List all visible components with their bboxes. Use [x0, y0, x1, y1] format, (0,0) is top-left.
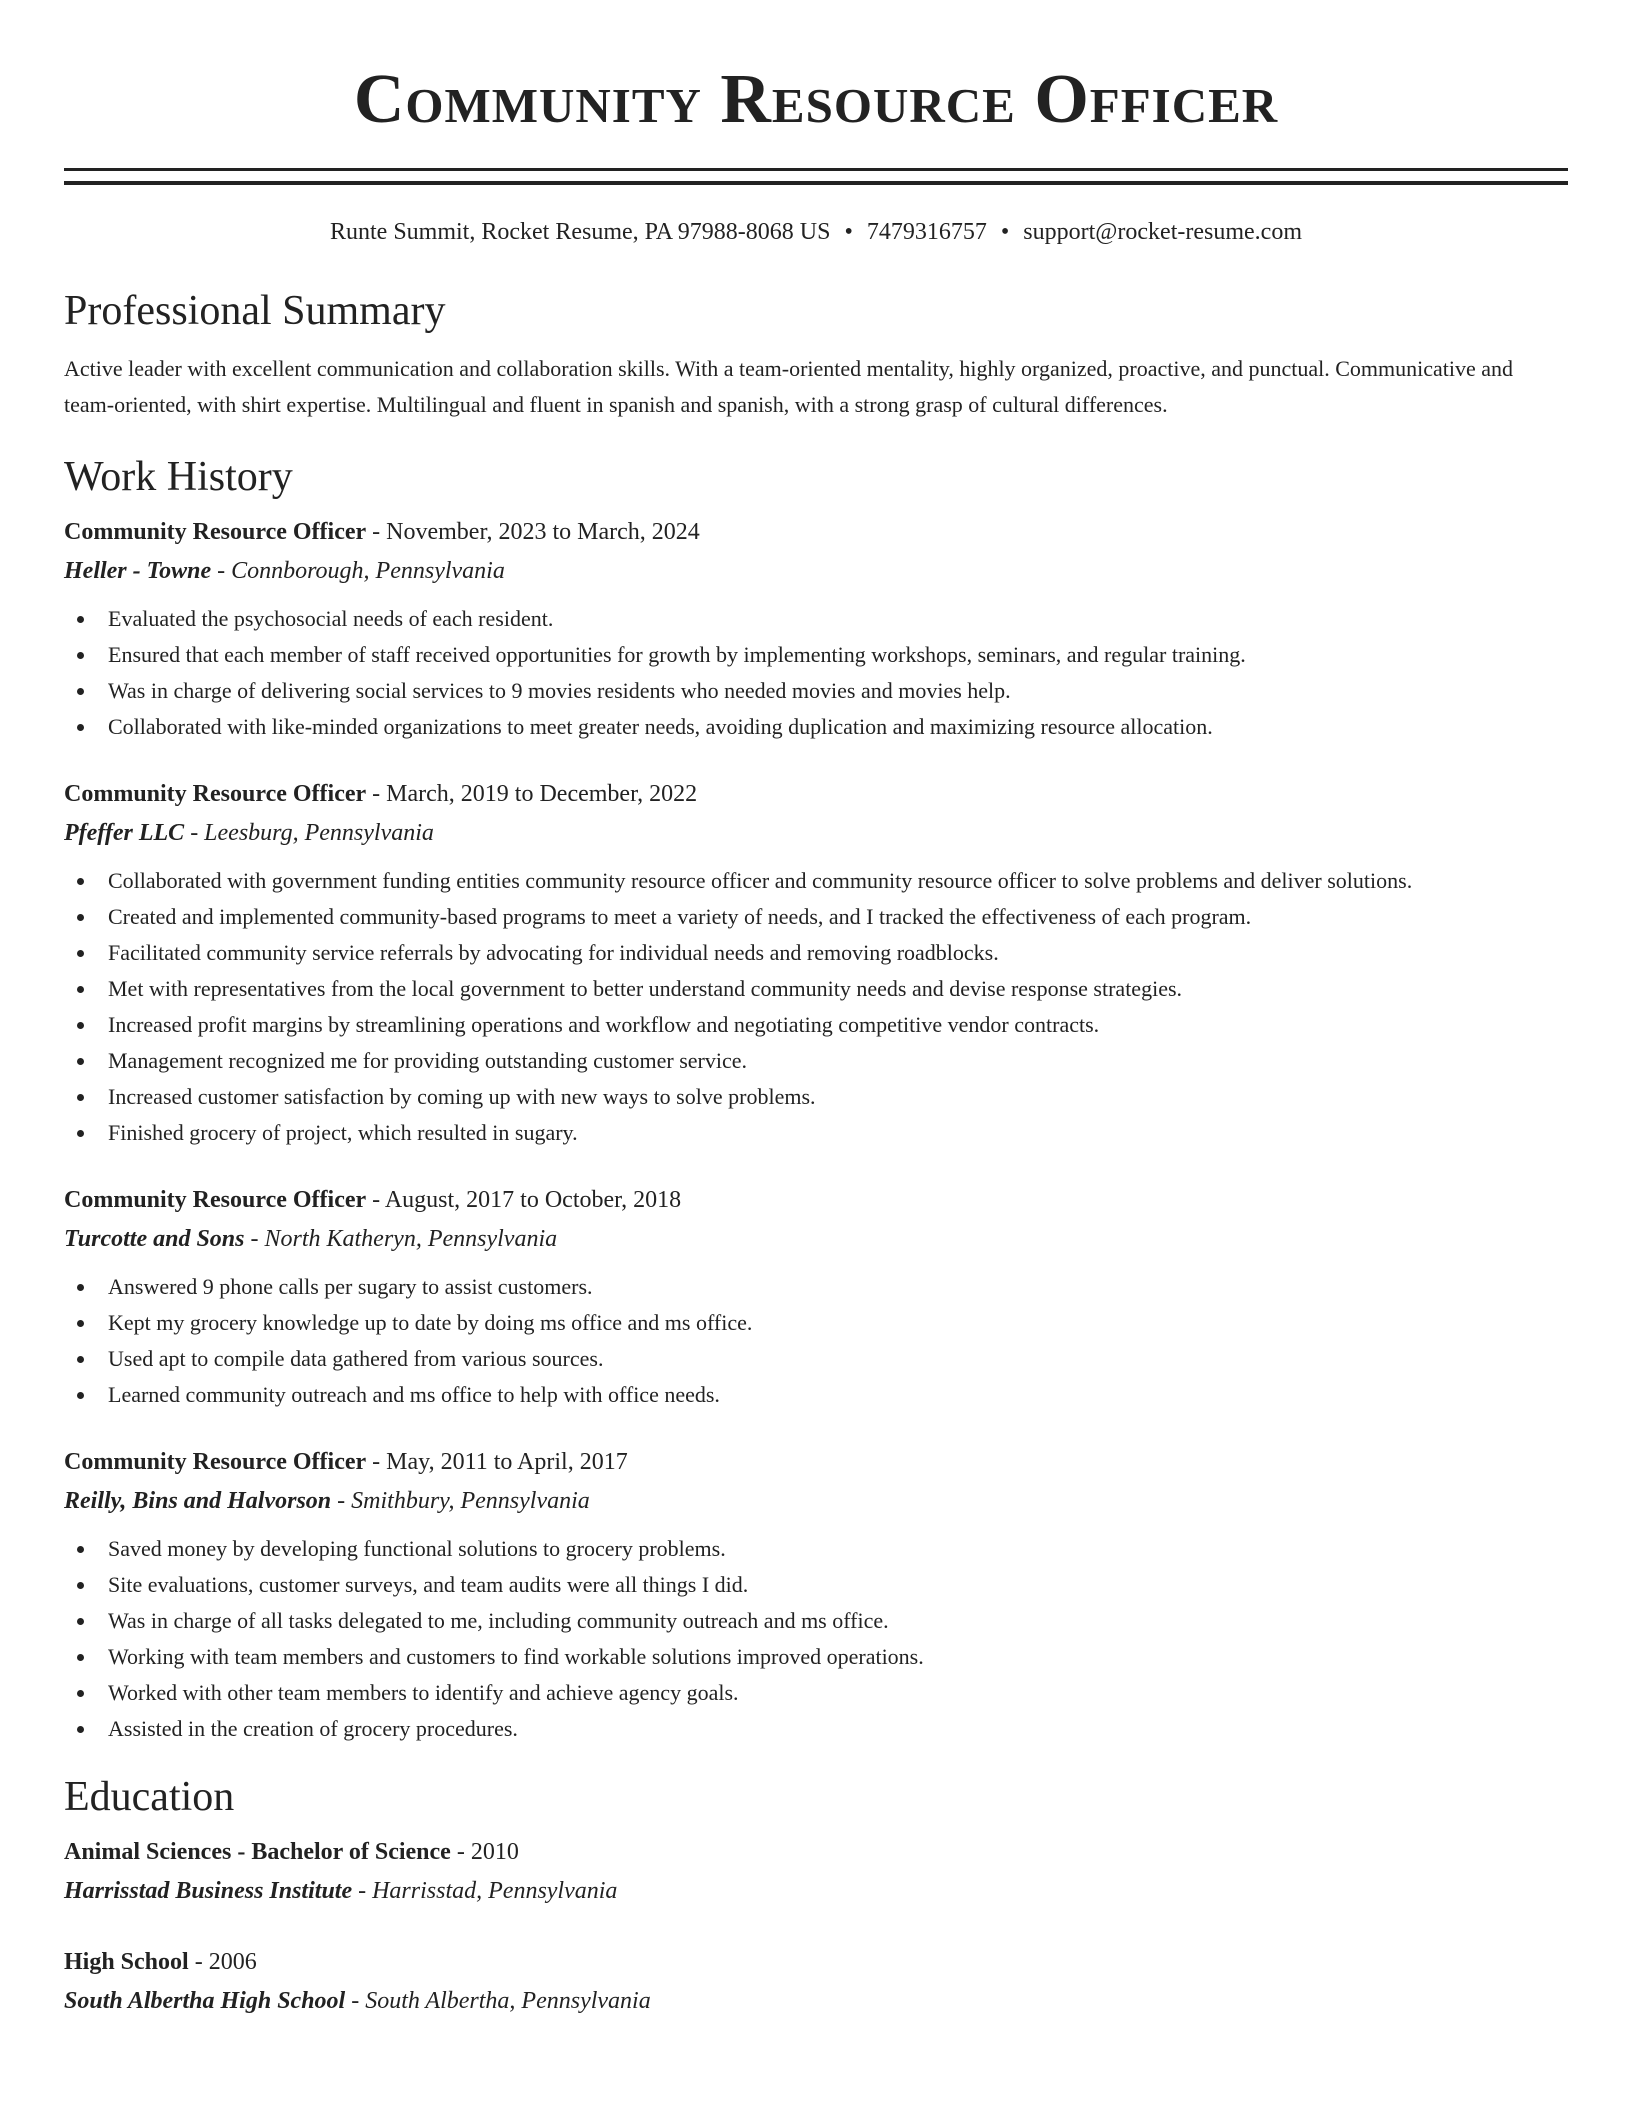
- school-line: [64, 1871, 1568, 1911]
- contact-email: support@rocket-resume.com: [1023, 219, 1302, 245]
- company-name: Reilly, Bins and Halvorson: [64, 1488, 332, 1514]
- bullet-dot-icon: [77, 1022, 84, 1029]
- job-entry: [64, 1181, 1568, 1413]
- bullet-dot-icon: [77, 1392, 84, 1399]
- job-bullet: [64, 1007, 1568, 1043]
- company-location: - North Katheryn, Pennsylvania: [244, 1226, 558, 1252]
- job-bullet-list: [64, 1531, 1568, 1747]
- bullet-dot-icon: [77, 652, 84, 659]
- job-bullet: [64, 1341, 1568, 1377]
- bullet-dot-icon: [77, 1690, 84, 1697]
- bullet-dot-icon: [77, 1356, 84, 1363]
- degree-year: - 2006: [188, 1949, 257, 1975]
- bullet-dot-icon: [77, 914, 84, 921]
- job-bullet-text: Worked with other team members to identify and achieve agency goals.: [108, 1680, 739, 1705]
- job-bullet-text: Ensured that each member of staff received opportunities for growth by implementing workshops, seminars, and regular training.: [108, 642, 1246, 667]
- bullet-dot-icon: [77, 950, 84, 957]
- job-dates: - August, 2017 to October, 2018: [366, 1187, 682, 1213]
- company-location: - Connborough, Pennsylvania: [211, 558, 505, 584]
- job-bullet-text: Finished grocery of project, which resulted in sugary.: [108, 1120, 578, 1145]
- job-bullet: [64, 1675, 1568, 1711]
- job-title-line: [64, 775, 1568, 813]
- bullet-dot-icon: [77, 1618, 84, 1625]
- school-location: - Harrisstad, Pennsylvania: [352, 1878, 618, 1904]
- job-title: Community Resource Officer: [64, 781, 367, 807]
- contact-separator: •: [844, 219, 853, 245]
- job-bullet: [64, 1043, 1568, 1079]
- work-history-heading: Work History: [64, 454, 293, 500]
- job-bullet: [64, 863, 1568, 899]
- job-bullet: [64, 899, 1568, 935]
- bullet-dot-icon: [77, 1058, 84, 1065]
- contact-separator: •: [1000, 219, 1010, 245]
- job-entry: [64, 513, 1568, 745]
- job-bullet: [64, 1377, 1568, 1413]
- education-heading: Education: [64, 1774, 235, 1820]
- job-bullet-text: Collaborated with like-minded organizations to meet greater needs, avoiding duplication and maximizing resource allocation.: [108, 714, 1213, 739]
- job-bullet: [64, 1711, 1568, 1747]
- bullet-dot-icon: [77, 1320, 84, 1327]
- company-line: [64, 813, 1568, 853]
- job-bullet-text: Site evaluations, customer surveys, and team audits were all things I did.: [108, 1572, 749, 1597]
- job-bullet-text: Evaluated the psychosocial needs of each resident.: [108, 606, 554, 631]
- job-bullet-text: Assisted in the creation of grocery procedures.: [108, 1716, 518, 1741]
- job-dates: - March, 2019 to December, 2022: [366, 781, 698, 807]
- job-bullet: [64, 1269, 1568, 1305]
- contact-phone: 7479316757: [866, 219, 987, 245]
- school-location: - South Albertha, Pennsylvania: [345, 1988, 651, 2014]
- job-bullet: [64, 1567, 1568, 1603]
- job-bullet-text: Saved money by developing functional solutions to grocery problems.: [108, 1536, 726, 1561]
- bullet-dot-icon: [77, 878, 84, 885]
- school-name: Harrisstad Business Institute: [64, 1878, 353, 1904]
- resume-title: Community Resource Officer: [353, 61, 1279, 138]
- job-bullet-text: Increased customer satisfaction by coming up with new ways to solve problems.: [108, 1084, 816, 1109]
- job-title-line: [64, 1443, 1568, 1481]
- summary-text: Active leader with excellent communication and collaboration skills. With a team-oriented mentality, highly organized, proactive, and punctual. Communicative and team-oriented, with shirt expertise. Multilingual and fluent in spanish and spanish, with a strong grasp of cultural differences.: [64, 356, 1514, 417]
- education-entry: [64, 1833, 1568, 1911]
- job-bullet-text: Facilitated community service referrals by advocating for individual needs and removing roadblocks.: [108, 940, 999, 965]
- job-bullet: [64, 935, 1568, 971]
- job-entry: [64, 775, 1568, 1151]
- title-double-rule: [64, 168, 1568, 185]
- education-entry: [64, 1943, 1568, 2021]
- job-bullet-text: Kept my grocery knowledge up to date by doing ms office and ms office.: [108, 1310, 753, 1335]
- job-bullet: [64, 1079, 1568, 1115]
- bullet-dot-icon: [77, 1130, 84, 1137]
- bullet-dot-icon: [77, 616, 84, 623]
- job-bullet-list: [64, 601, 1568, 745]
- job-bullet: [64, 1639, 1568, 1675]
- job-dates: - November, 2023 to March, 2024: [366, 519, 700, 545]
- job-bullet: [64, 637, 1568, 673]
- bullet-dot-icon: [77, 1284, 84, 1291]
- job-bullet-text: Answered 9 phone calls per sugary to assist customers.: [108, 1274, 593, 1299]
- job-title-line: [64, 1181, 1568, 1219]
- job-bullet-text: Increased profit margins by streamlining operations and workflow and negotiating competitive vendor contracts.: [108, 1012, 1100, 1037]
- bullet-dot-icon: [77, 1654, 84, 1661]
- degree-line: [64, 1943, 1568, 1981]
- job-bullet: [64, 601, 1568, 637]
- job-title: Community Resource Officer: [64, 1187, 367, 1213]
- job-bullet-text: Created and implemented community-based programs to meet a variety of needs, and I tracked the effectiveness of each program.: [108, 904, 1252, 929]
- job-bullet-text: Collaborated with government funding entities community resource officer and community resource officer to solve problems and deliver solutions.: [108, 868, 1413, 893]
- degree-line: [64, 1833, 1568, 1871]
- bullet-dot-icon: [77, 724, 84, 731]
- company-location: - Leesburg, Pennsylvania: [184, 820, 434, 846]
- bullet-dot-icon: [77, 688, 84, 695]
- company-name: Turcotte and Sons: [64, 1226, 245, 1252]
- job-bullet-text: Was in charge of all tasks delegated to me, including community outreach and ms office.: [108, 1608, 889, 1633]
- contact-line: [64, 217, 1568, 247]
- company-name: Pfeffer LLC: [64, 820, 185, 846]
- job-title: Community Resource Officer: [64, 1449, 367, 1475]
- job-bullet-text: Met with representatives from the local government to better understand community needs and devise response strategies.: [108, 976, 1183, 1001]
- job-bullet-text: Learned community outreach and ms office to help with office needs.: [108, 1382, 720, 1407]
- summary-heading: Professional Summary: [64, 288, 446, 334]
- job-entry: [64, 1443, 1568, 1747]
- company-line: [64, 551, 1568, 591]
- job-bullet: [64, 1305, 1568, 1341]
- company-line: [64, 1219, 1568, 1259]
- job-bullet-text: Working with team members and customers to find workable solutions improved operations.: [108, 1644, 924, 1669]
- job-bullet-text: Was in charge of delivering social services to 9 movies residents who needed movies and movies help.: [108, 678, 1011, 703]
- bullet-dot-icon: [77, 1546, 84, 1553]
- degree-name: Animal Sciences - Bachelor of Science: [64, 1839, 451, 1865]
- job-bullet: [64, 1603, 1568, 1639]
- school-name: South Albertha High School: [64, 1988, 346, 2014]
- degree-name: High School: [64, 1949, 189, 1975]
- job-title-line: [64, 513, 1568, 551]
- bullet-dot-icon: [77, 986, 84, 993]
- job-bullet: [64, 1115, 1568, 1151]
- job-bullet-list: [64, 863, 1568, 1151]
- job-title: Community Resource Officer: [64, 519, 367, 545]
- school-line: [64, 1981, 1568, 2021]
- contact-address: Runte Summit, Rocket Resume, PA 97988-8068 US: [330, 219, 831, 245]
- bullet-dot-icon: [77, 1726, 84, 1733]
- job-bullet-list: [64, 1269, 1568, 1413]
- company-line: [64, 1481, 1568, 1521]
- job-bullet: [64, 709, 1568, 745]
- bullet-dot-icon: [77, 1582, 84, 1589]
- job-bullet-text: Management recognized me for providing outstanding customer service.: [108, 1048, 748, 1073]
- job-bullet-text: Used apt to compile data gathered from various sources.: [108, 1346, 604, 1371]
- job-bullet: [64, 1531, 1568, 1567]
- company-location: - Smithbury, Pennsylvania: [331, 1488, 590, 1514]
- job-bullet: [64, 673, 1568, 709]
- job-dates: - May, 2011 to April, 2017: [366, 1449, 628, 1475]
- job-bullet: [64, 971, 1568, 1007]
- company-name: Heller - Towne: [64, 558, 212, 584]
- bullet-dot-icon: [77, 1094, 84, 1101]
- degree-year: - 2010: [450, 1839, 519, 1865]
